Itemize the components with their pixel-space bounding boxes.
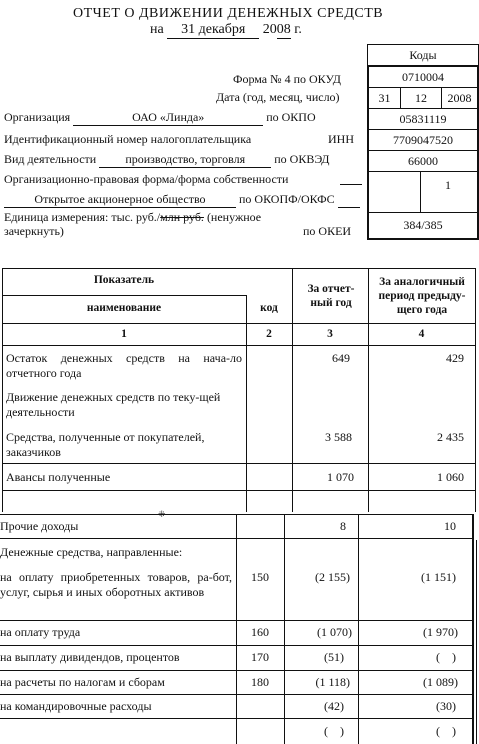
okpo-code: 05831119 xyxy=(367,108,479,130)
org-value: ОАО «Линда» xyxy=(73,110,263,126)
okved-code: 66000 xyxy=(367,150,479,172)
date-year: 2008 xyxy=(441,87,479,109)
row-name: Движение денежных средств по теку-щей деятельности xyxy=(6,390,221,419)
row-previous-value: ( ) xyxy=(436,650,456,664)
row-code: 150 xyxy=(251,570,269,584)
row-current-value: (51) xyxy=(324,650,344,664)
inn-code: 7709047520 xyxy=(367,129,479,151)
okopf-cell xyxy=(367,171,421,213)
org-row xyxy=(4,110,316,126)
legal-row xyxy=(4,192,360,208)
row-current-value: (42) xyxy=(324,699,344,713)
row-current-value: 3 588 xyxy=(325,430,352,444)
row-current-value: 649 xyxy=(332,351,350,365)
row-code: 160 xyxy=(251,625,269,639)
period-year-suffix: 08 xyxy=(276,22,291,37)
okfs-cell xyxy=(420,171,479,213)
row-name: на выплату дивидендов, процентов xyxy=(0,650,180,664)
colnum-2: 2 xyxy=(266,328,272,340)
row-name: Прочие доходы xyxy=(0,519,79,533)
okud-code: 0710004 xyxy=(367,65,479,88)
row-current-value: 1 070 xyxy=(327,470,354,484)
row-current-value: ( ) xyxy=(324,724,344,738)
unit-row xyxy=(4,210,261,225)
report-period xyxy=(150,22,302,39)
legal-label: Организационно-правовая форма/форма собственности xyxy=(4,172,289,186)
row-name: на оплату приобретенных товаров, ра-бот, услуг, сырья и иных оборотных активов xyxy=(0,570,232,599)
row-previous-value: 429 xyxy=(446,351,464,365)
date-month: 12 xyxy=(400,87,442,109)
row-current-value: (2 155) xyxy=(315,570,350,584)
period-date: 31 декабря xyxy=(167,22,259,39)
okopf-label: по ОКОПФ/ОКФС xyxy=(239,192,335,206)
row-previous-value: ( ) xyxy=(436,724,456,738)
period-suffix: г. xyxy=(294,22,302,37)
report-title: ОТЧЕТ О ДВИЖЕНИИ ДЕНЕЖНЫХ СРЕДСТВ xyxy=(73,6,384,21)
row-name: Денежные средства, направленные: xyxy=(0,545,183,559)
colnum-3: 3 xyxy=(327,328,333,340)
okei-label: по ОКЕИ xyxy=(303,224,352,238)
row-previous-value: (1 151) xyxy=(421,570,456,584)
row-code: 180 xyxy=(251,675,269,689)
date-day: 31 xyxy=(367,87,401,109)
unit-label-b: (ненужное xyxy=(206,210,262,224)
inn-label: Идентификационный номер налогоплательщика xyxy=(4,132,252,146)
colnum-4: 4 xyxy=(418,328,425,340)
row-name: на расчеты по налогам и сборам xyxy=(0,675,165,689)
unit-label-c: зачеркнуть) xyxy=(4,224,64,238)
header-indicator: Показатель xyxy=(93,274,155,286)
okpo-label: по ОКПО xyxy=(266,110,316,124)
activity-row xyxy=(4,152,329,168)
row-current-value: (1 070) xyxy=(317,625,352,639)
row-name: Авансы полученные xyxy=(6,470,111,484)
period-prefix: на xyxy=(150,22,164,37)
period-year: 20 xyxy=(262,22,277,37)
header-name: наименование xyxy=(86,302,162,314)
okved-label: по ОКВЭД xyxy=(274,152,330,166)
legal-value: Открытое акционерное общество xyxy=(4,192,236,208)
date-label: Дата (год, месяц, число) xyxy=(216,90,340,104)
row-previous-value: (30) xyxy=(436,699,456,713)
colnum-1: 1 xyxy=(121,328,127,340)
row-previous-value: 1 060 xyxy=(437,470,464,484)
inn-abbr: ИНН xyxy=(328,132,354,146)
row-previous-value: (1 970) xyxy=(423,625,458,639)
row-name: Средства, полученные от покупателей, заказчиков xyxy=(6,430,205,459)
row-name: на командировочные расходы xyxy=(0,699,152,713)
row-name: на оплату труда xyxy=(0,625,81,639)
row-code: 170 xyxy=(251,650,269,664)
okei-code: 384/385 xyxy=(367,212,479,240)
header-code: код xyxy=(260,302,278,314)
row-previous-value: (1 089) xyxy=(423,675,458,689)
header-current-year: За отчет-ный год xyxy=(307,283,355,309)
unit-strike: млн руб. xyxy=(160,210,204,224)
okud-label: Форма № 4 по ОКУД xyxy=(233,72,341,86)
codes-header: Коды xyxy=(367,44,479,66)
activity-value: производство, торговля xyxy=(99,152,271,168)
unit-label-a: Единица измерения: тыс. руб./ xyxy=(4,210,161,224)
org-label: Организация xyxy=(4,110,71,124)
row-current-value: 8 xyxy=(340,519,346,533)
row-name: Остаток денежных средств на нача-ло отчетного года xyxy=(6,351,242,380)
okfs-code: 1 xyxy=(445,178,451,192)
activity-label: Вид деятельности xyxy=(4,152,97,166)
row-previous-value: 2 435 xyxy=(437,430,464,444)
row-current-value: (1 118) xyxy=(315,675,350,689)
row-previous-value: 10 xyxy=(444,519,456,533)
header-previous-year: За аналогичный период предыду-щего года xyxy=(378,276,466,316)
